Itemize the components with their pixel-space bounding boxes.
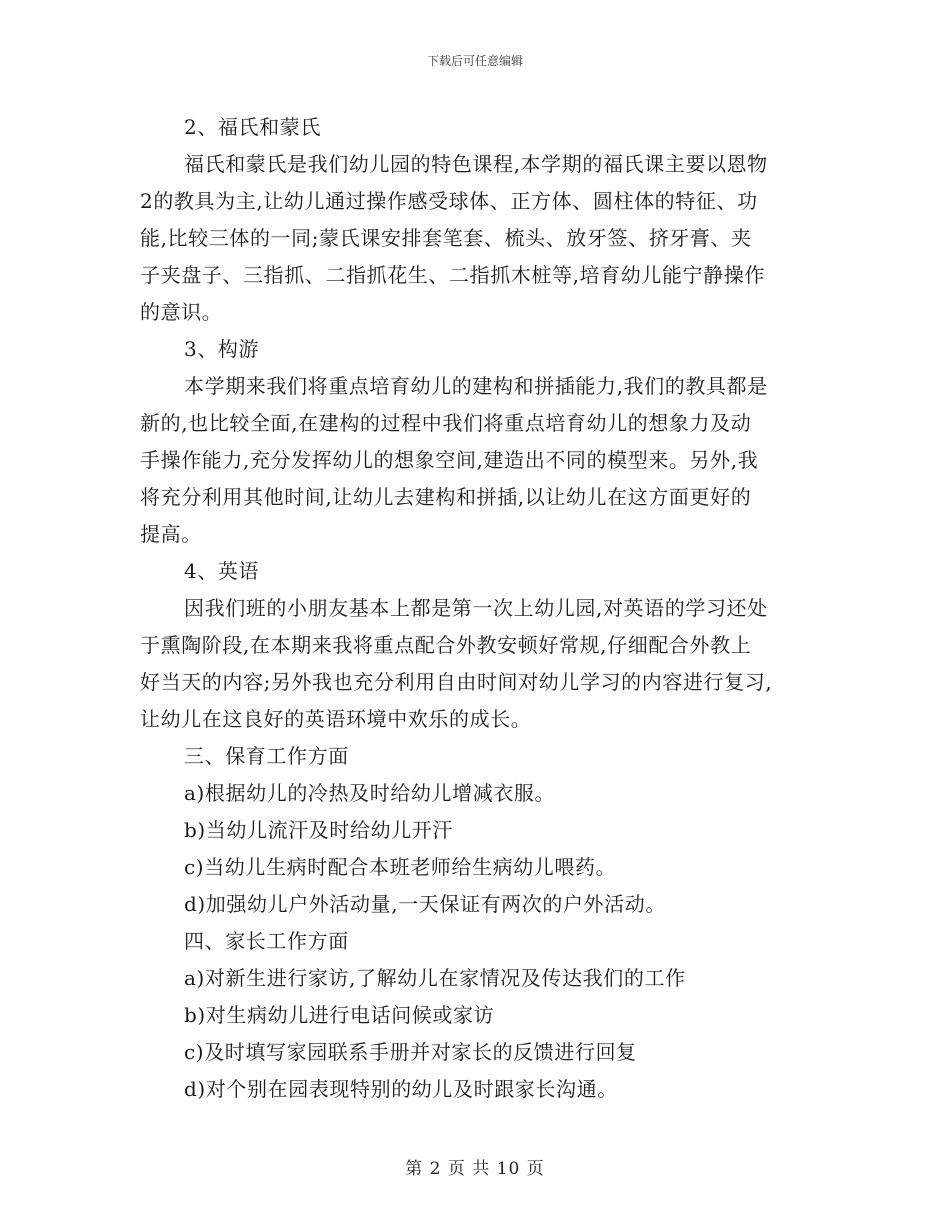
text-line: 2的教具为主,让幼儿通过操作感受球体、正方体、圆柱体的特征、功: [140, 189, 758, 213]
text-line: a)对新生进行家访,了解幼儿在家情况及传达我们的工作: [184, 966, 686, 990]
page-number-footer: 第 2 页 共 10 页: [405, 1159, 545, 1179]
document-body: [140, 109, 815, 1108]
text-line: 的意识。: [140, 300, 223, 324]
text-line: 手操作能力,充分发挥幼儿的想象空间,建造出不同的模型来。另外,我: [140, 448, 759, 472]
text-line: b)对生病幼儿进行电话问候或家访: [184, 1003, 495, 1027]
text-line: d)对个别在园表现特别的幼儿及时跟家长沟通。: [184, 1077, 618, 1101]
text-line: 福氏和蒙氏是我们幼儿园的特色课程,本学期的福氏课主要以恩物: [184, 152, 768, 176]
text-line: 好当天的内容;另外我也充分利用自由时间对幼儿学习的内容进行复习,: [140, 670, 773, 694]
text-line: 2、福氏和蒙氏: [184, 115, 321, 139]
text-line: 因我们班的小朋友基本上都是第一次上幼儿园,对英语的学习还处: [184, 596, 768, 620]
text-line: 能,比较三体的一同;蒙氏课安排套笔套、梳头、放牙签、挤牙膏、夹: [140, 226, 752, 250]
text-line: 四、家长工作方面: [184, 929, 349, 953]
text-line: d)加强幼儿户外活动量,一天保证有两次的户外活动。: [184, 892, 666, 916]
text-line: 三、保育工作方面: [184, 744, 349, 768]
text-line: c)当幼儿生病时配合本班老师给生病幼儿喂药。: [184, 855, 617, 879]
page-header: 下载后可任意编辑: [426, 54, 523, 68]
text-line: 4、英语: [184, 559, 260, 583]
text-line: 新的,也比较全面,在建构的过程中我们将重点培育幼儿的想象力及动: [140, 411, 752, 435]
text-line: 子夹盘子、三指抓、二指抓花生、二指抓木桩等,培育幼儿能宁静操作: [140, 263, 765, 287]
text-line: 本学期来我们将重点培育幼儿的建构和拼插能力,我们的教具都是: [184, 374, 768, 398]
text-line: 3、构游: [184, 337, 260, 361]
text-line: a)根据幼儿的冷热及时给幼儿增减衣服。: [184, 781, 556, 805]
text-line: b)当幼儿流汗及时给幼儿开汗: [184, 818, 454, 842]
text-line: 让幼儿在这良好的英语环境中欢乐的成长。: [140, 707, 532, 731]
text-line: c)及时填写家园联系手册并对家长的反馈进行回复: [184, 1040, 637, 1064]
text-line: 将充分利用其他时间,让幼儿去建构和拼插,以让幼儿在这方面更好的: [140, 485, 752, 509]
text-line: 于熏陶阶段,在本期来我将重点配合外教安顿好常规,仔细配合外教上: [140, 633, 752, 657]
text-line: 提高。: [140, 522, 202, 546]
